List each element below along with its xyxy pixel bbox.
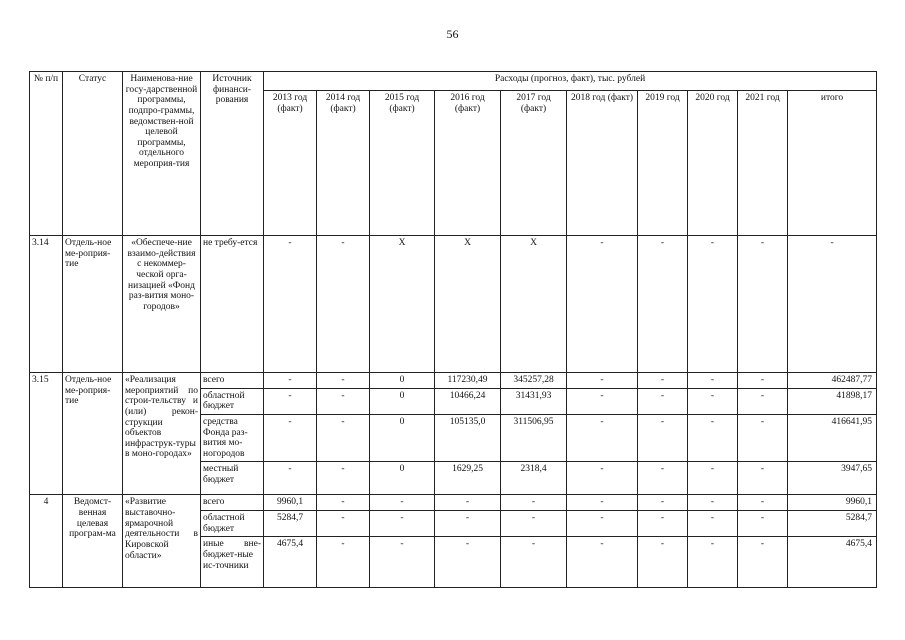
cell-value: -: [264, 388, 317, 414]
cell-value: -: [688, 537, 738, 588]
cell-value: 31431,93: [501, 388, 567, 414]
row-number: 4: [30, 495, 63, 588]
cell-total: -: [788, 236, 877, 373]
row-source: средства Фонда раз-вития мо-ногородов: [201, 414, 264, 462]
cell-value: -: [738, 462, 788, 495]
cell-value: 10466,24: [435, 388, 501, 414]
table-row: [30, 236, 877, 373]
table-row: [30, 373, 877, 389]
cell-value: -: [688, 373, 738, 389]
col-header-total: итого: [788, 91, 877, 236]
cell-value: -: [264, 414, 317, 462]
cell-value: -: [738, 537, 788, 588]
cell-value: 1629,25: [435, 462, 501, 495]
col-header-source: Источник финанси-рования: [201, 72, 264, 236]
cell-value: -: [264, 236, 317, 373]
cell-value: -: [370, 495, 435, 511]
cell-value: 0: [370, 462, 435, 495]
cell-value: 2318,4: [501, 462, 567, 495]
col-header-year: 2013 год (факт): [264, 91, 317, 236]
cell-value: 117230,49: [435, 373, 501, 389]
cell-value: -: [738, 414, 788, 462]
cell-value: -: [638, 388, 688, 414]
cell-value: -: [638, 373, 688, 389]
cell-value: -: [370, 537, 435, 588]
cell-value: -: [317, 495, 370, 511]
cell-value: 0: [370, 388, 435, 414]
col-header-name: Наименова-ние госу-дарственной программы, подпро-граммы, ведомствен-ной целевой программы, отдельного мероприя-тия: [123, 72, 201, 236]
cell-value: -: [370, 511, 435, 537]
col-header-year: 2017 год (факт): [501, 91, 567, 236]
cell-value: -: [317, 373, 370, 389]
cell-value: -: [567, 511, 638, 537]
row-name: «Развитие выставочно-ярмарочной деятельности в Кировской области»: [123, 495, 201, 588]
col-header-year: 2021 год: [738, 91, 788, 236]
cell-value: -: [688, 511, 738, 537]
col-header-year: 2019 год: [638, 91, 688, 236]
cell-total: 4675,4: [788, 537, 877, 588]
col-header-year: 2018 год (факт): [567, 91, 638, 236]
row-status: Отдель-ное ме-роприя-тие: [63, 236, 123, 373]
cell-value: Х: [435, 236, 501, 373]
cell-value: -: [638, 236, 688, 373]
cell-value: -: [264, 462, 317, 495]
cell-value: -: [317, 537, 370, 588]
row-name: «Обеспече-ние взаимо-действия с некоммер-ческой орга-низацией «Фонд раз-вития моно-городов»: [123, 236, 201, 373]
row-source: не требу-ется: [201, 236, 264, 373]
cell-total: 3947,65: [788, 462, 877, 495]
cell-total: 462487,77: [788, 373, 877, 389]
cell-value: 5284,7: [264, 511, 317, 537]
row-source: всего: [201, 495, 264, 511]
cell-value: -: [567, 462, 638, 495]
col-header-year: 2020 год: [688, 91, 738, 236]
cell-value: -: [264, 373, 317, 389]
cell-value: -: [317, 462, 370, 495]
col-header-year: 2015 год (факт): [370, 91, 435, 236]
table-row: [30, 495, 877, 511]
cell-value: -: [688, 462, 738, 495]
cell-value: -: [501, 495, 567, 511]
row-number: 3.14: [30, 236, 63, 373]
cell-value: 9960,1: [264, 495, 317, 511]
row-status: Отдель-ное ме-роприя-тие: [63, 373, 123, 495]
page-number: 56: [446, 27, 459, 41]
col-header-status: Статус: [63, 72, 123, 236]
cell-value: -: [435, 495, 501, 511]
cell-total: 41898,17: [788, 388, 877, 414]
header-row-1: [30, 72, 877, 91]
cell-value: 345257,28: [501, 373, 567, 389]
budget-table: [29, 71, 877, 588]
row-source: всего: [201, 373, 264, 389]
cell-value: -: [738, 236, 788, 373]
row-number: 3.15: [30, 373, 63, 495]
cell-total: 416641,95: [788, 414, 877, 462]
col-header-year: 2014 год (факт): [317, 91, 370, 236]
cell-value: -: [638, 511, 688, 537]
cell-value: -: [501, 537, 567, 588]
cell-value: -: [567, 414, 638, 462]
cell-total: 5284,7: [788, 511, 877, 537]
row-name: «Реализация мероприятий по строи-тельству и (или) рекон-струкции объектов инфраструк-туры в моно-городах»: [123, 373, 201, 495]
cell-value: Х: [501, 236, 567, 373]
cell-value: -: [435, 511, 501, 537]
cell-value: -: [638, 414, 688, 462]
cell-value: -: [435, 537, 501, 588]
cell-value: -: [567, 388, 638, 414]
row-source: областной бюджет: [201, 388, 264, 414]
cell-value: -: [567, 236, 638, 373]
cell-value: 105135,0: [435, 414, 501, 462]
cell-value: -: [638, 462, 688, 495]
cell-value: -: [688, 236, 738, 373]
cell-total: 9960,1: [788, 495, 877, 511]
cell-value: -: [638, 537, 688, 588]
cell-value: -: [317, 236, 370, 373]
cell-value: -: [638, 495, 688, 511]
row-source: областной бюджет: [201, 511, 264, 537]
row-source: местный бюджет: [201, 462, 264, 495]
cell-value: -: [738, 373, 788, 389]
cell-value: -: [567, 495, 638, 511]
cell-value: 4675,4: [264, 537, 317, 588]
cell-value: -: [501, 511, 567, 537]
cell-value: -: [738, 495, 788, 511]
cell-value: -: [738, 388, 788, 414]
row-source: иные вне-бюджет-ные ис-точники: [201, 537, 264, 588]
cell-value: -: [317, 511, 370, 537]
cell-value: -: [688, 495, 738, 511]
cell-value: -: [688, 388, 738, 414]
col-header-num: № п/п: [30, 72, 63, 236]
cell-value: -: [688, 414, 738, 462]
cell-value: -: [738, 511, 788, 537]
cell-value: Х: [370, 236, 435, 373]
cell-value: 0: [370, 414, 435, 462]
col-header-expenses: Расходы (прогноз, факт), тыс. рублей: [264, 72, 877, 91]
cell-value: 311506,95: [501, 414, 567, 462]
cell-value: -: [317, 388, 370, 414]
cell-value: 0: [370, 373, 435, 389]
row-status: Ведомст-венная целевая програм-ма: [63, 495, 123, 588]
cell-value: -: [567, 373, 638, 389]
cell-value: -: [567, 537, 638, 588]
col-header-year: 2016 год (факт): [435, 91, 501, 236]
cell-value: -: [317, 414, 370, 462]
